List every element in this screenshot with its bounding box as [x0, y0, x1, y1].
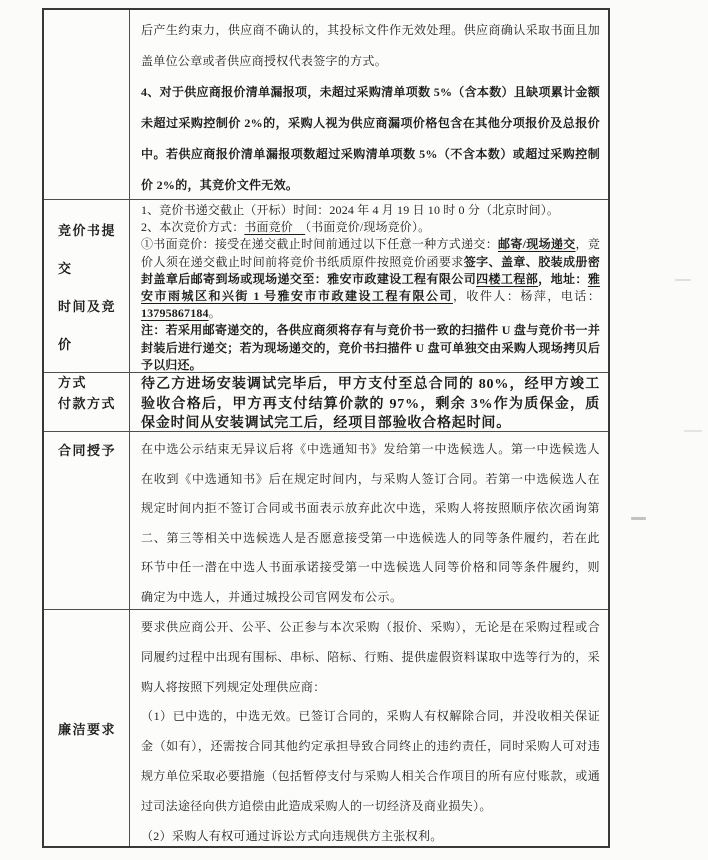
- scan-artifact: [684, 430, 702, 432]
- table-row-payment-method: [44, 372, 608, 431]
- text-run: 邮寄/现场递交: [498, 237, 576, 252]
- table-row-continuation: [44, 10, 608, 199]
- paragraph: [141, 219, 600, 236]
- text-run: 雅安市雨城区和兴街 1 号雅安市市政建设工程有限公司: [141, 271, 600, 304]
- table-row-integrity-requirements: [44, 609, 608, 846]
- text-run: 1、竞价书递交截止（开标）时间：2024 年 4 月 19 日 10 时 0 分（北京时间）。: [141, 203, 560, 217]
- text-run: ，收件人：杨萍，电话：: [452, 289, 600, 304]
- text-run: 2、本次竞价方式：: [141, 220, 245, 235]
- text-run: 在中选公示结束无异议后将《中选通知书》发给第一中选候选人。第一中选候选人在收到《中选通知书》后在规定时间内，与采购人签订合同。若第一中选候选人在规定时间内拒不签订合同或书面表示放弃此次中选，采购人将按照顺序依次函询第二、第三等相关中选候选人是否愿意接受第一中选候选人的同等条件履约，若在此环节中任一潜在中选人书面承诺接受第一中选候选人同等价格和同等条件履约，则确定为中选人，并通过城投公司官网发布公示。: [141, 442, 600, 604]
- paragraph: [141, 822, 600, 852]
- paragraph: [141, 613, 600, 702]
- text-run: 。: [208, 306, 221, 321]
- text-run: ，竞价人须在递交截止时间前将竞价书纸质原件按照竞价函要求: [141, 237, 600, 269]
- paragraph: [141, 435, 600, 613]
- table-row-bid-submission: [44, 199, 608, 390]
- text-run: 四楼工程部: [476, 271, 539, 286]
- row-label-bid-submission: [44, 200, 130, 390]
- row-label-text: 合同授予: [58, 443, 117, 458]
- text-run: 要求供应商公开、公平、公正参与本次采购（报价、采购），无论是在采购过程或合同履约过程中出现有围标、串标、陪标、行贿、提供虚假资料谋取中选等行为的，采购人将按照下列规定处理供应商：: [141, 620, 600, 694]
- text-run: 注：若采用邮寄递交的，各供应商须将存有与竞价书一致的扫描件 U 盘与竞价书一并封装后进行递交；若为现场递交的，竞价书扫描件 U 盘可单独交由采购人现场拷贝后予以归还。: [141, 323, 600, 372]
- text-run: ①书面竞价：接受在递交截止时间前通过以下任意一种方式递交：: [141, 237, 499, 252]
- row-label-line: 时间及竞价: [58, 299, 117, 352]
- text-run: 书面竞价: [244, 220, 306, 235]
- text-run: （书面竞价/现场竞价）。: [305, 220, 431, 235]
- paragraph: [141, 202, 600, 219]
- scan-artifact: [631, 517, 646, 520]
- row-label-line: 竞价书提交: [58, 223, 117, 276]
- row-label-payment-method: [44, 373, 130, 431]
- scan-artifact: [675, 279, 691, 281]
- row-label-text: 付款方式: [58, 395, 117, 411]
- row-label-integrity-requirements: [44, 610, 130, 846]
- paragraph: [141, 77, 600, 201]
- text-run: ，地址：: [538, 271, 588, 286]
- procurement-terms-table: [42, 8, 610, 848]
- text-run: （1）已中选的，中选无效。已签订合同的，采购人有权解除合同，并没收相关保证金（如有），还需按合同其他约定承担导致合同终止的违约责任，同时采购人可对违规方单位采取必要措施（包括暂停支付与采购人相关合作项目的所有应付账款，或通过司法途径向供方追偿由此造成采购人的一切经济及商业损失）。: [141, 709, 600, 813]
- paragraph: [141, 15, 600, 77]
- paragraph: [141, 322, 600, 374]
- text-run: （2）采购人有权可通过诉讼方式向违规供方主张权利。: [141, 828, 443, 843]
- row-label-contract-award: [44, 432, 130, 609]
- row-label-text: 廉洁要求: [58, 721, 117, 737]
- text-run: 签字、盖章、胶装成册密封盖章后邮寄到场或现场递交至：雅安市政建设工程有限公司: [141, 254, 600, 286]
- row-label-line: 方式: [58, 375, 88, 390]
- row-content-continuation: [130, 10, 608, 199]
- row-content-contract-award: [130, 432, 608, 609]
- text-run: 待乙方进场安装调试完毕后，甲方支付至总合同的 80%，经甲方竣工验收合格后，甲方再支付结算价款的 97%，剩余 3%作为质保金，质保金时间从安装调试完工后，经项目部验收合格起时间。: [141, 377, 600, 431]
- table-row-contract-award: [44, 431, 608, 609]
- text-run: 13795867184: [141, 306, 209, 321]
- text-run: 后产生约束力，供应商不确认的，其投标文件作无效处理。供应商确认采取书面且加盖单位公章或者供应商授权代表签字的方式。: [141, 23, 600, 68]
- paragraph: [141, 375, 600, 434]
- paragraph: [141, 236, 600, 322]
- row-label-empty: [44, 10, 130, 199]
- paragraph: [141, 702, 600, 821]
- text-run: 4、对于供应商报价清单漏报项，未超过采购清单项数 5%（含本数）且缺项累计金额未超过采购控制价 2%的，采购人视为供应商漏项价格包含在其他分项报价及总报价中。若供应商报价清单漏报项数超过采购清单项数 5%（不含本数）或超过采购控制价 2%的，其竞价文件无效。: [141, 85, 600, 192]
- row-content-bid-submission: [130, 200, 608, 372]
- row-content-payment-method: [130, 373, 608, 431]
- row-content-integrity-requirements: [130, 610, 608, 846]
